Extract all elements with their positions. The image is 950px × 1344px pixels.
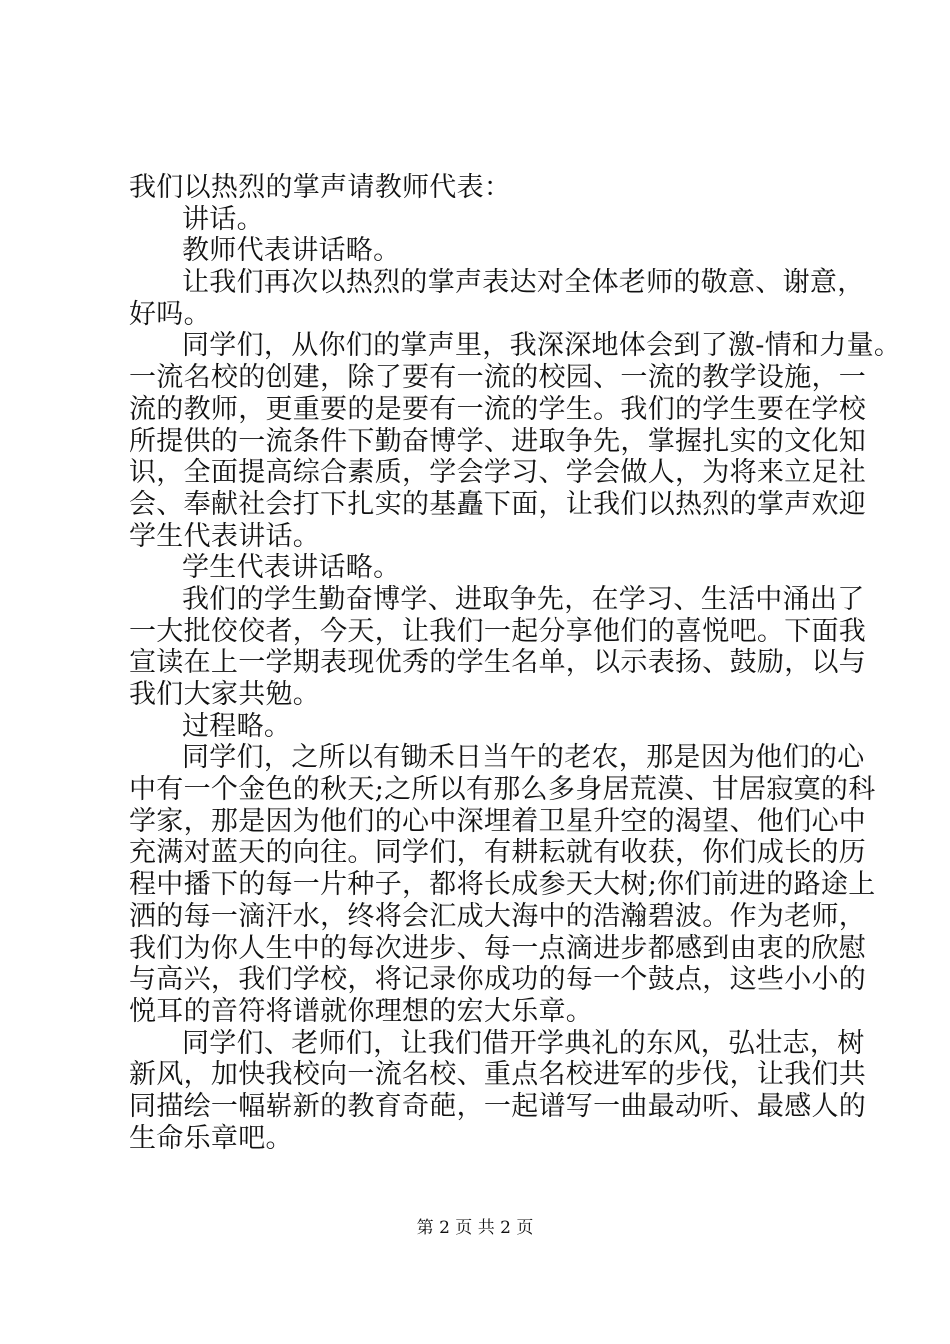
- text-line: 与高兴，我们学校，将记录你成功的每一个鼓点，这些小小的: [129, 964, 867, 996]
- text-line: 我们的学生勤奋博学、进取争先，在学习、生活中涌出了: [182, 583, 865, 615]
- text-line: 让我们再次以热烈的掌声表达对全体老师的敬意、谢意，: [182, 267, 865, 299]
- text-line: 会、奉献社会打下扎实的基矗下面，让我们以热烈的掌声欢迎: [129, 488, 867, 520]
- text-line: 程中播下的每一片种子，都将长成参天大树;你们前进的路途上: [129, 869, 876, 901]
- text-line: 学生代表讲话略。: [182, 552, 401, 584]
- text-line: 新风，加快我校向一流名校、重点名校进军的步伐，让我们共: [129, 1059, 867, 1091]
- text-line: 同学们，从你们的掌声里，我深深地体会到了激-情和力量。: [182, 330, 902, 362]
- text-line: 过程略。: [182, 710, 292, 742]
- text-line: 充满对蓝天的向往。同学们，有耕耘就有收获，你们成长的历: [129, 837, 867, 869]
- text-line: 我们大家共勉。: [129, 679, 321, 710]
- text-line: 同学们、老师们，让我们借开学典礼的东风，弘壮志，树: [182, 1027, 865, 1059]
- text-line: 好吗。: [129, 298, 211, 330]
- text-line: 讲话。: [182, 203, 264, 235]
- text-line: 所提供的一流条件下勤奋博学、进取争先，掌握扎实的文化知: [129, 425, 867, 457]
- text-line: 我们以热烈的掌声请教师代表：: [129, 172, 512, 203]
- text-line: 悦耳的音符将谱就你理想的宏大乐章。: [129, 995, 594, 1027]
- page-footer: 第 2 页 共 2 页: [416, 1218, 534, 1238]
- text-line: 流的教师，更重要的是要有一流的学生。我们的学生要在学校: [129, 393, 867, 425]
- text-line: 宣读在上一学期表现优秀的学生名单，以示表扬、鼓励，以与: [129, 647, 867, 679]
- text-line: 学生代表讲话。: [129, 520, 321, 552]
- body-text: [129, 172, 902, 1154]
- text-line: 同描绘一幅崭新的教育奇葩，一起谱写一曲最动听、最感人的: [129, 1090, 867, 1122]
- text-line: 学家，那是因为他们的心中深埋着卫星升空的渴望、他们心中: [129, 805, 867, 837]
- text-line: 一流名校的创建，除了要有一流的校园、一流的教学设施，一: [129, 362, 867, 394]
- text-line: 中有一个金色的秋天;之所以有那么多身居荒漠、甘居寂寞的科: [129, 774, 876, 806]
- text-line: 我们为你人生中的每次进步、每一点滴进步都感到由衷的欣慰: [129, 932, 867, 964]
- text-line: 洒的每一滴汗水，终将会汇成大海中的浩瀚碧波。作为老师，: [129, 900, 867, 932]
- text-line: 同学们，之所以有锄禾日当午的老农，那是因为他们的心: [182, 742, 865, 774]
- text-line: 一大批佼佼者，今天，让我们一起分享他们的喜悦吧。下面我: [129, 615, 867, 647]
- text-line: 生命乐章吧。: [129, 1122, 293, 1154]
- text-line: 教师代表讲话略。: [182, 235, 401, 267]
- text-line: 识，全面提高综合素质，学会学习、学会做人，为将来立足社: [129, 457, 867, 489]
